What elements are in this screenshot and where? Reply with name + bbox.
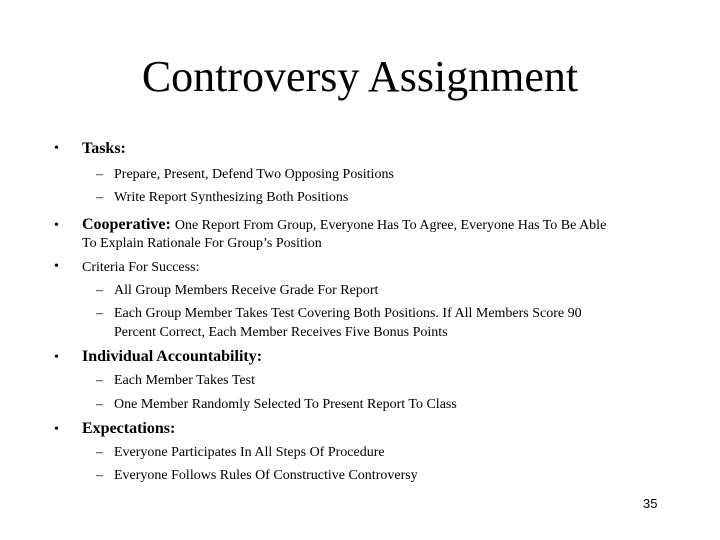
page-number: 35 — [643, 496, 658, 511]
page-title: Controversy Assignment — [141, 52, 579, 101]
accountability-heading: Individual Accountability: — [82, 348, 263, 365]
dash: – — [96, 167, 103, 182]
dash: – — [96, 397, 103, 412]
bullet-expectations: • — [54, 422, 59, 437]
criteria-item-1: All Group Members Receive Grade For Report — [114, 283, 379, 298]
cooperative-text-1: One Report From Group, Everyone Has To Agree, Everyone Has To Be Able — [174, 218, 607, 233]
bullet-cooperative: • — [54, 218, 59, 233]
bullet-tasks: • — [54, 141, 59, 156]
bullet-criteria: • — [54, 259, 59, 274]
expectations-item-2: Everyone Follows Rules Of Constructive Controversy — [114, 468, 418, 483]
cooperative-text-2: To Explain Rationale For Group’s Position — [82, 236, 322, 251]
dash: – — [96, 445, 103, 460]
criteria-item-2: Each Group Member Takes Test Covering Both Positions. If All Members Score 90 — [114, 306, 582, 321]
dash: – — [96, 373, 103, 388]
criteria-heading: Criteria For Success: — [82, 260, 200, 275]
tasks-heading: Tasks: — [82, 140, 126, 157]
accountability-item-2: One Member Randomly Selected To Present Report To Class — [114, 397, 457, 412]
dash: – — [96, 283, 103, 298]
dash: – — [96, 190, 103, 205]
tasks-item-2: Write Report Synthesizing Both Positions — [114, 190, 349, 205]
dash: – — [96, 306, 103, 321]
accountability-item-1: Each Member Takes Test — [114, 373, 255, 388]
criteria-item-2-cont: Percent Correct, Each Member Receives Five Bonus Points — [114, 325, 448, 340]
tasks-item-1: Prepare, Present, Defend Two Opposing Positions — [114, 167, 394, 182]
expectations-heading: Expectations: — [82, 420, 176, 437]
expectations-item-1: Everyone Participates In All Steps Of Procedure — [114, 445, 385, 460]
dash: – — [96, 468, 103, 483]
cooperative-heading: Cooperative: — [82, 216, 171, 233]
bullet-accountability: • — [54, 350, 59, 365]
